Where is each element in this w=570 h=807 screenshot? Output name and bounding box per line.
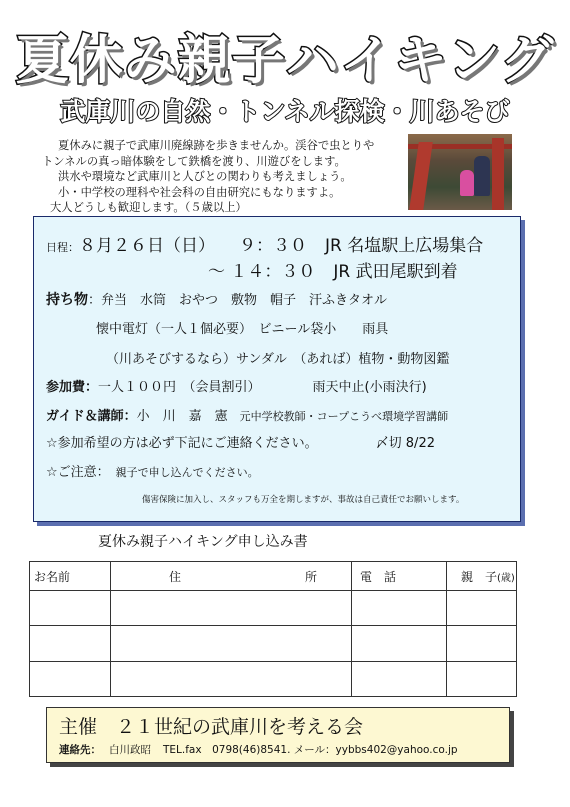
form-cell[interactable]: [30, 661, 111, 696]
caution-line: [46, 461, 259, 480]
form-cell[interactable]: [447, 626, 517, 661]
contact-line: [59, 742, 458, 757]
form-cell[interactable]: [447, 591, 517, 626]
address-header-2: 所: [305, 569, 318, 584]
form-cell[interactable]: [352, 661, 447, 696]
form-cell[interactable]: [30, 626, 111, 661]
caution-label: ☆ご注意：: [46, 465, 110, 480]
start-place: JR 名塩駅上広場集合: [325, 236, 484, 256]
intro-line: 大人どうしも歓迎します。（５歳以上）: [50, 201, 247, 215]
form-row: [30, 626, 517, 661]
rain-policy: 雨天中止(小雨決行): [312, 380, 427, 395]
form-cell[interactable]: [447, 661, 517, 696]
intro-line: トンネルの真っ暗体験をして鉄橋を渡り、川遊びをします。: [42, 154, 346, 168]
family-header: 親 子: [461, 569, 498, 584]
items-line-2: 懐中電灯（一人１個必要） ビニール袋小 雨具: [96, 322, 389, 337]
caution-text: 親子で申し込んでください。: [115, 466, 259, 479]
end-place: JR 武田尾駅到着: [333, 262, 458, 282]
form-header-row: [30, 562, 517, 591]
application-form-table: [29, 561, 517, 697]
event-info-box: [33, 216, 521, 522]
event-date: ８月２６日（日）: [79, 236, 215, 256]
form-cell[interactable]: [111, 661, 352, 696]
col-family-header: [447, 562, 517, 591]
items-line-3: （川あそびするなら）サンダル （あれば）植物・動物図鑑: [106, 352, 450, 367]
guide-line: [46, 405, 448, 424]
organizer: 主催 ２１世紀の武庫川を考える会: [59, 716, 364, 738]
form-cell[interactable]: [111, 591, 352, 626]
guide-name: 小 川 嘉 憲: [136, 409, 228, 424]
col-tel-header: 電 話: [352, 562, 447, 591]
form-cell[interactable]: [352, 591, 447, 626]
contact-note: ☆参加希望の方は必ず下記にご連絡ください。: [46, 436, 318, 451]
intro-line: 小・中学校の理科や社会科の自由研究にもなりますよ。: [58, 185, 341, 199]
schedule-line-1: [46, 231, 483, 256]
form-row: [30, 661, 517, 696]
contact-label: 連絡先：: [59, 744, 101, 756]
start-time: ９：３０: [239, 236, 307, 256]
end-time: ～ １４：３０: [208, 262, 316, 282]
form-cell[interactable]: [352, 626, 447, 661]
form-cell[interactable]: [111, 626, 352, 661]
contact-note-line: [46, 432, 435, 451]
guide-label: ガイド＆講師：: [46, 409, 137, 424]
address-header-1: 住: [169, 569, 182, 584]
fee-value: 一人１００円 （会員割引）: [98, 380, 261, 395]
deadline: 〆切 8/22: [375, 436, 435, 451]
form-cell[interactable]: [30, 591, 111, 626]
schedule-line-2: [208, 257, 458, 282]
contact-person: 白川政昭: [109, 744, 151, 756]
items-line-1: [46, 289, 387, 309]
bridge-photo: [408, 134, 512, 210]
fee-label: 参加費：: [46, 380, 99, 395]
guide-desc: 元中学校教師・コープこうべ環境学習講師: [239, 410, 449, 423]
col-address-header: [111, 562, 352, 591]
age-header: (歳): [497, 572, 515, 584]
col-name-header: お名前: [30, 562, 111, 591]
page-subtitle: 武庫川の自然・トンネル探検・川あそび: [60, 97, 510, 126]
intro-line: 夏休みに親子で武庫川廃線跡を歩きませんか。渓谷で虫とりや: [58, 139, 375, 152]
insurance-note: 傷害保険に加入し、スタッフも万全を期しますが、事故は自己責任でお願いします。: [142, 495, 465, 505]
items-list: ：弁当 水筒 おやつ 敷物 帽子 汗ふきタオル: [88, 293, 388, 308]
schedule-label: 日程：: [46, 241, 79, 254]
items-label: 持ち物: [46, 292, 88, 308]
intro-line: 洪水や環境など武庫川と人びとの関わりも考えましょう。: [58, 170, 352, 184]
form-title: 夏休み親子ハイキング申し込み書: [98, 534, 308, 550]
form-row: [30, 591, 517, 626]
intro-text: [42, 138, 402, 216]
page-title: 夏休み親子ハイキング: [15, 30, 555, 91]
organizer-box: [46, 707, 510, 763]
fee-line: [46, 376, 427, 395]
contact-info: TEL.fax 0798(46)8541. メール：yybbs402@yahoo.co.jp: [163, 744, 458, 756]
